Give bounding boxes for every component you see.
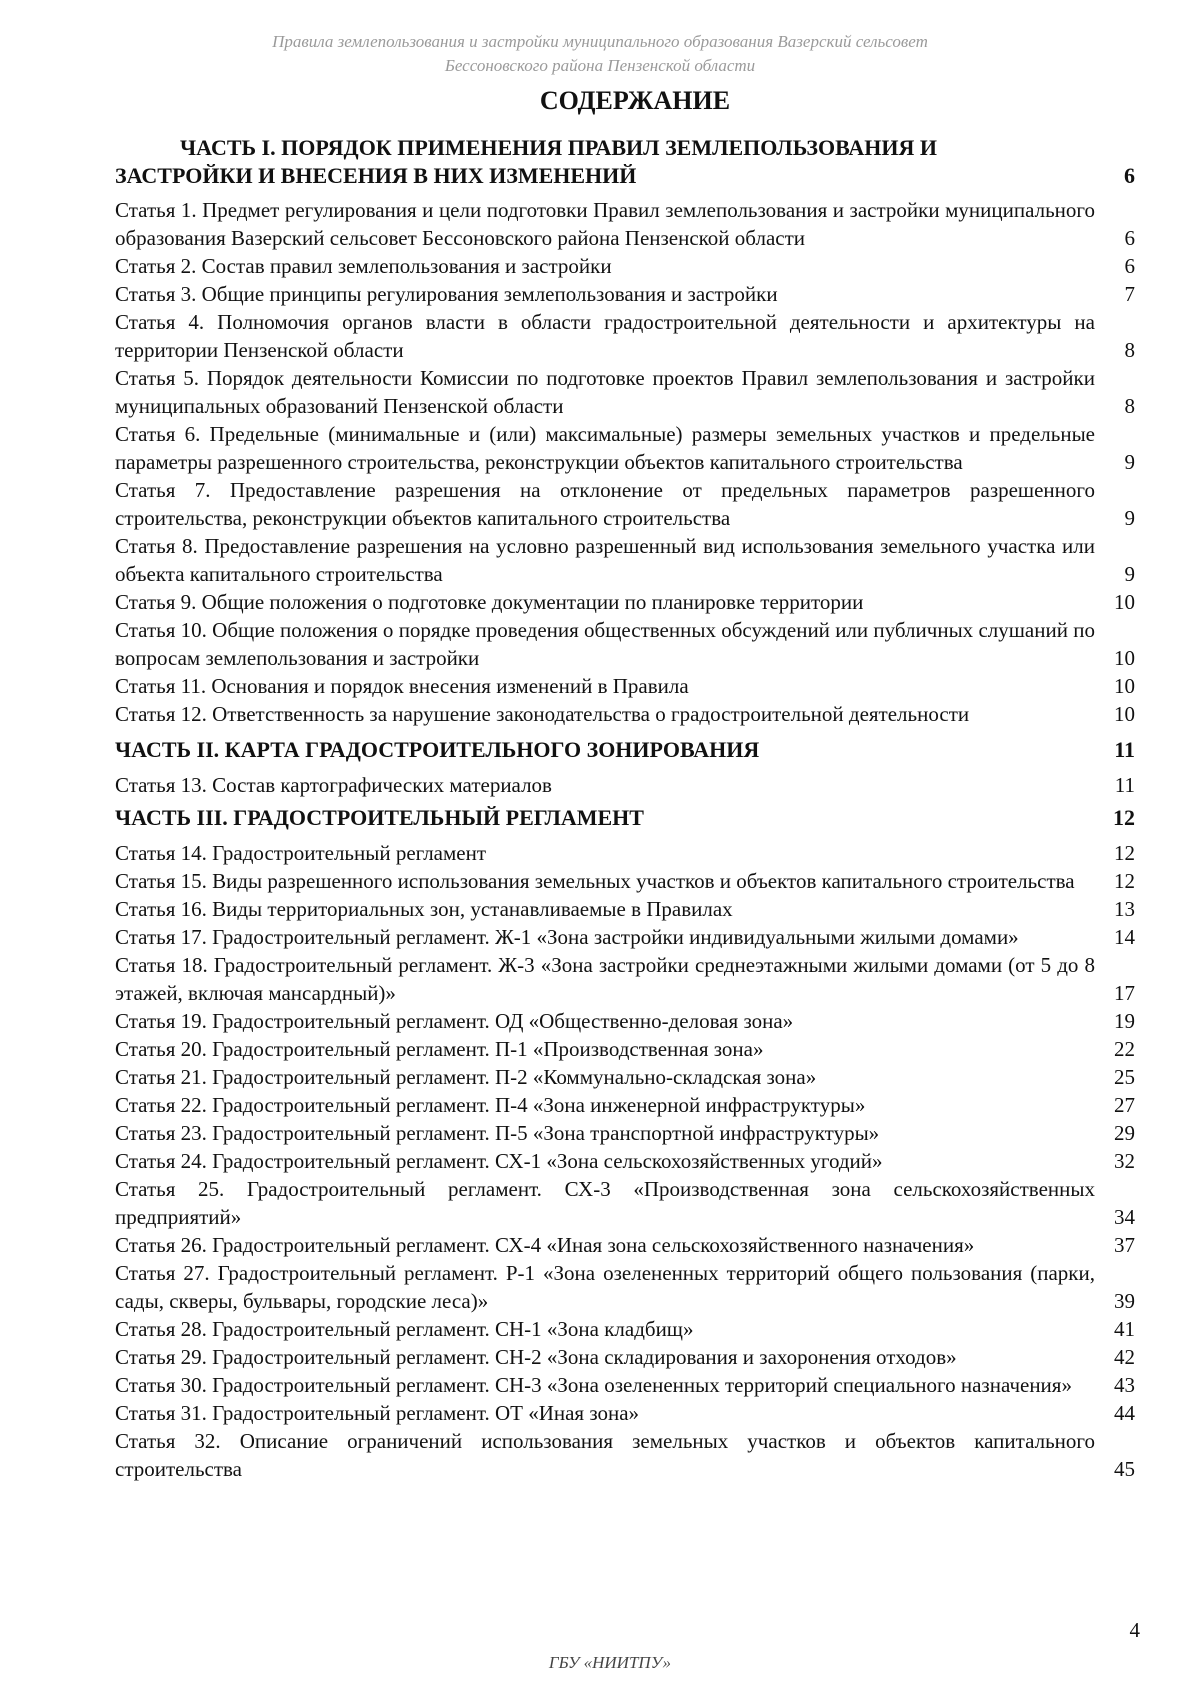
toc-page-number: 10: [1114, 702, 1135, 726]
toc-entry-title: Статья 10. Общие положения о порядке проведения общественных обсуждений или публичных слушаний по вопросам землепользования и застройки: [115, 618, 1095, 670]
toc-entry[interactable]: [115, 1399, 1135, 1427]
toc-entry[interactable]: [115, 1063, 1135, 1091]
toc-entry[interactable]: [115, 895, 1135, 923]
toc-part-heading[interactable]: [115, 804, 1135, 832]
table-of-contents: [115, 134, 1135, 1483]
toc-entry-title: Статья 31. Градостроительный регламент. ОТ «Иная зона»: [115, 1401, 640, 1425]
toc-entry-title: Статья 13. Состав картографических материалов: [115, 773, 552, 797]
toc-entry[interactable]: [115, 951, 1135, 1007]
toc-page-number: 25: [1114, 1065, 1135, 1089]
toc-page-number: 9: [1124, 450, 1135, 474]
toc-entry[interactable]: [115, 252, 1135, 280]
toc-entry[interactable]: [115, 588, 1135, 616]
toc-page-number: 42: [1114, 1345, 1135, 1369]
toc-page-number: 19: [1114, 1009, 1135, 1033]
toc-entry[interactable]: [115, 532, 1135, 588]
toc-entry-title: Статья 16. Виды территориальных зон, устанавливаемые в Правилах: [115, 897, 733, 921]
toc-page-number: 17: [1114, 981, 1135, 1005]
toc-entry[interactable]: [115, 700, 1135, 728]
toc-entry[interactable]: [115, 771, 1135, 799]
toc-entry-title: Статья 27. Градостроительный регламент. Р-1 «Зона озелененных территорий общего пользования (парки, сады, скверы, бульвары, городские леса)»: [115, 1261, 1095, 1313]
toc-entry[interactable]: [115, 672, 1135, 700]
toc-entry[interactable]: [115, 867, 1135, 895]
toc-page-number: 13: [1114, 897, 1135, 921]
toc-entry-title: Статья 7. Предоставление разрешения на отклонение от предельных параметров разрешенного строительства, реконструкции объектов капитального строительства: [115, 478, 1095, 530]
toc-entry-title: Статья 14. Градостроительный регламент: [115, 841, 487, 865]
toc-entry-title: Статья 25. Градостроительный регламент. СХ-3 «Производственная зона сельскохозяйственных предприятий»: [115, 1177, 1095, 1229]
toc-entry[interactable]: [115, 1035, 1135, 1063]
toc-page-number: 41: [1114, 1317, 1135, 1341]
toc-page-number: 8: [1124, 394, 1135, 418]
toc-page-number: 6: [1124, 163, 1135, 188]
toc-entry[interactable]: [115, 364, 1135, 420]
toc-page-number: 10: [1114, 590, 1135, 614]
toc-entry-title: Статья 20. Градостроительный регламент. П-1 «Производственная зона»: [115, 1037, 764, 1061]
toc-page-number: 27: [1114, 1093, 1135, 1117]
toc-page-number: 39: [1114, 1289, 1135, 1313]
toc-page-number: 7: [1124, 282, 1135, 306]
toc-entry-title: Статья 28. Градостроительный регламент. СН-1 «Зона кладбищ»: [115, 1317, 694, 1341]
toc-page-number: 29: [1114, 1121, 1135, 1145]
toc-entry[interactable]: [115, 308, 1135, 364]
toc-page-number: 14: [1114, 925, 1135, 949]
toc-page-number: 37: [1114, 1233, 1135, 1257]
toc-entry-title: Статья 29. Градостроительный регламент. СН-2 «Зона складирования и захоронения отходов»: [115, 1345, 957, 1369]
toc-page-number: 10: [1114, 646, 1135, 670]
toc-entry-title: Статья 22. Градостроительный регламент. П-4 «Зона инженерной инфраструктуры»: [115, 1093, 866, 1117]
toc-entry-title: Статья 1. Предмет регулирования и цели подготовки Правил землепользования и застройки муниципального образования Вазерский сельсовет Бессоновского района Пензенской области: [115, 198, 1095, 250]
toc-page-number: 12: [1113, 805, 1135, 830]
toc-entry[interactable]: [115, 1259, 1135, 1315]
toc-page-number: 8: [1124, 338, 1135, 362]
toc-entry-title: Статья 24. Градостроительный регламент. СХ-1 «Зона сельскохозяйственных угодий»: [115, 1149, 883, 1173]
toc-part-title: ЧАСТЬ III. ГРАДОСТРОИТЕЛЬНЫЙ РЕГЛАМЕНТ: [115, 805, 644, 830]
toc-entry[interactable]: [115, 616, 1135, 672]
toc-entry[interactable]: [115, 1147, 1135, 1175]
toc-entry[interactable]: [115, 1007, 1135, 1035]
toc-entry-title: Статья 32. Описание ограничений использования земельных участков и объектов капитального строительства: [115, 1429, 1095, 1481]
toc-page-number: 12: [1114, 869, 1135, 893]
toc-entry-title: Статья 5. Порядок деятельности Комиссии по подготовке проектов Правил землепользования и застройки муниципальных образований Пензенской области: [115, 366, 1095, 418]
toc-entry[interactable]: [115, 1371, 1135, 1399]
toc-page-number: 10: [1114, 674, 1135, 698]
toc-entry-title: Статья 3. Общие принципы регулирования землепользования и застройки: [115, 282, 778, 306]
toc-entry-title: Статья 2. Состав правил землепользования и застройки: [115, 254, 612, 278]
toc-entry[interactable]: [115, 1427, 1135, 1483]
page-number: 4: [1129, 1618, 1140, 1642]
toc-entry-title: Статья 12. Ответственность за нарушение законодательства о градостроительной деятельности: [115, 702, 970, 726]
toc-entry-title: Статья 17. Градостроительный регламент. Ж-1 «Зона застройки индивидуальными жилыми домами»: [115, 925, 1019, 949]
running-footer: ГБУ «НИИТПУ»: [548, 1653, 672, 1672]
toc-entry-title: Статья 23. Градостроительный регламент. П-5 «Зона транспортной инфраструктуры»: [115, 1121, 880, 1145]
toc-entry[interactable]: [115, 420, 1135, 476]
running-header-line-1: Правила землепользования и застройки муниципального образования Вазерский сельсовет: [272, 32, 928, 51]
toc-part-heading[interactable]: [115, 134, 1135, 190]
toc-entry[interactable]: [115, 280, 1135, 308]
toc-entry-title: Статья 6. Предельные (минимальные и (или) максимальные) размеры земельных участков и предельные параметры разрешенного строительства, реконструкции объектов капитального строительства: [115, 422, 1095, 474]
toc-title: СОДЕРЖАНИЕ: [539, 86, 731, 115]
toc-entry[interactable]: [115, 1343, 1135, 1371]
toc-entry[interactable]: [115, 1231, 1135, 1259]
toc-entry-title: Статья 18. Градостроительный регламент. Ж-3 «Зона застройки среднеэтажными жилыми домами (от 5 до 8 этажей, включая мансардный)»: [115, 953, 1095, 1005]
toc-page-number: 6: [1124, 226, 1135, 250]
toc-entry[interactable]: [115, 196, 1135, 252]
toc-entry-title: Статья 26. Градостроительный регламент. СХ-4 «Иная зона сельскохозяйственного назначения»: [115, 1233, 975, 1257]
toc-entry[interactable]: [115, 923, 1135, 951]
toc-entry-title: Статья 11. Основания и порядок внесения изменений в Правила: [115, 674, 689, 698]
toc-page-number: 34: [1114, 1205, 1135, 1229]
toc-page-number: 11: [1114, 737, 1135, 762]
toc-entry-title: Статья 19. Градостроительный регламент. ОД «Общественно-деловая зона»: [115, 1009, 794, 1033]
toc-page-number: 6: [1124, 254, 1135, 278]
toc-page-number: 44: [1114, 1401, 1135, 1425]
toc-entry[interactable]: [115, 1315, 1135, 1343]
running-header-line-2: Бессоновского района Пензенской области: [444, 56, 756, 75]
toc-entry[interactable]: [115, 1091, 1135, 1119]
toc-entry-title: Статья 8. Предоставление разрешения на условно разрешенный вид использования земельного участка или объекта капитального строительства: [115, 534, 1095, 586]
toc-entry-title: Статья 4. Полномочия органов власти в области градостроительной деятельности и архитектуры на территории Пензенской области: [115, 310, 1095, 362]
toc-page-number: 11: [1114, 773, 1135, 797]
toc-part-title: ЧАСТЬ I. ПОРЯДОК ПРИМЕНЕНИЯ ПРАВИЛ ЗЕМЛЕПОЛЬЗОВАНИЯ И ЗАСТРОЙКИ И ВНЕСЕНИЯ В НИХ ИЗМЕНЕНИЙ: [115, 135, 938, 188]
toc-page-number: 9: [1124, 506, 1135, 530]
toc-page-number: 43: [1114, 1373, 1135, 1397]
toc-part-heading[interactable]: [115, 736, 1135, 764]
toc-entry[interactable]: [115, 476, 1135, 532]
toc-entry[interactable]: [115, 1175, 1135, 1231]
toc-entry-title: Статья 15. Виды разрешенного использования земельных участков и объектов капитального строительства: [115, 869, 1075, 893]
toc-page-number: 22: [1114, 1037, 1135, 1061]
toc-entry-title: Статья 30. Градостроительный регламент. СН-3 «Зона озелененных территорий специального назначения»: [115, 1373, 1072, 1397]
toc-entry-title: Статья 9. Общие положения о подготовке документации по планировке территории: [115, 590, 864, 614]
toc-page-number: 9: [1124, 562, 1135, 586]
toc-entry-title: Статья 21. Градостроительный регламент. П-2 «Коммунально-складская зона»: [115, 1065, 817, 1089]
toc-page-number: 45: [1114, 1457, 1135, 1481]
toc-part-title: ЧАСТЬ II. КАРТА ГРАДОСТРОИТЕЛЬНОГО ЗОНИРОВАНИЯ: [115, 737, 760, 762]
toc-page-number: 12: [1114, 841, 1135, 865]
toc-entry[interactable]: [115, 839, 1135, 867]
toc-entry[interactable]: [115, 1119, 1135, 1147]
toc-page-number: 32: [1114, 1149, 1135, 1173]
running-header: [0, 30, 1200, 78]
